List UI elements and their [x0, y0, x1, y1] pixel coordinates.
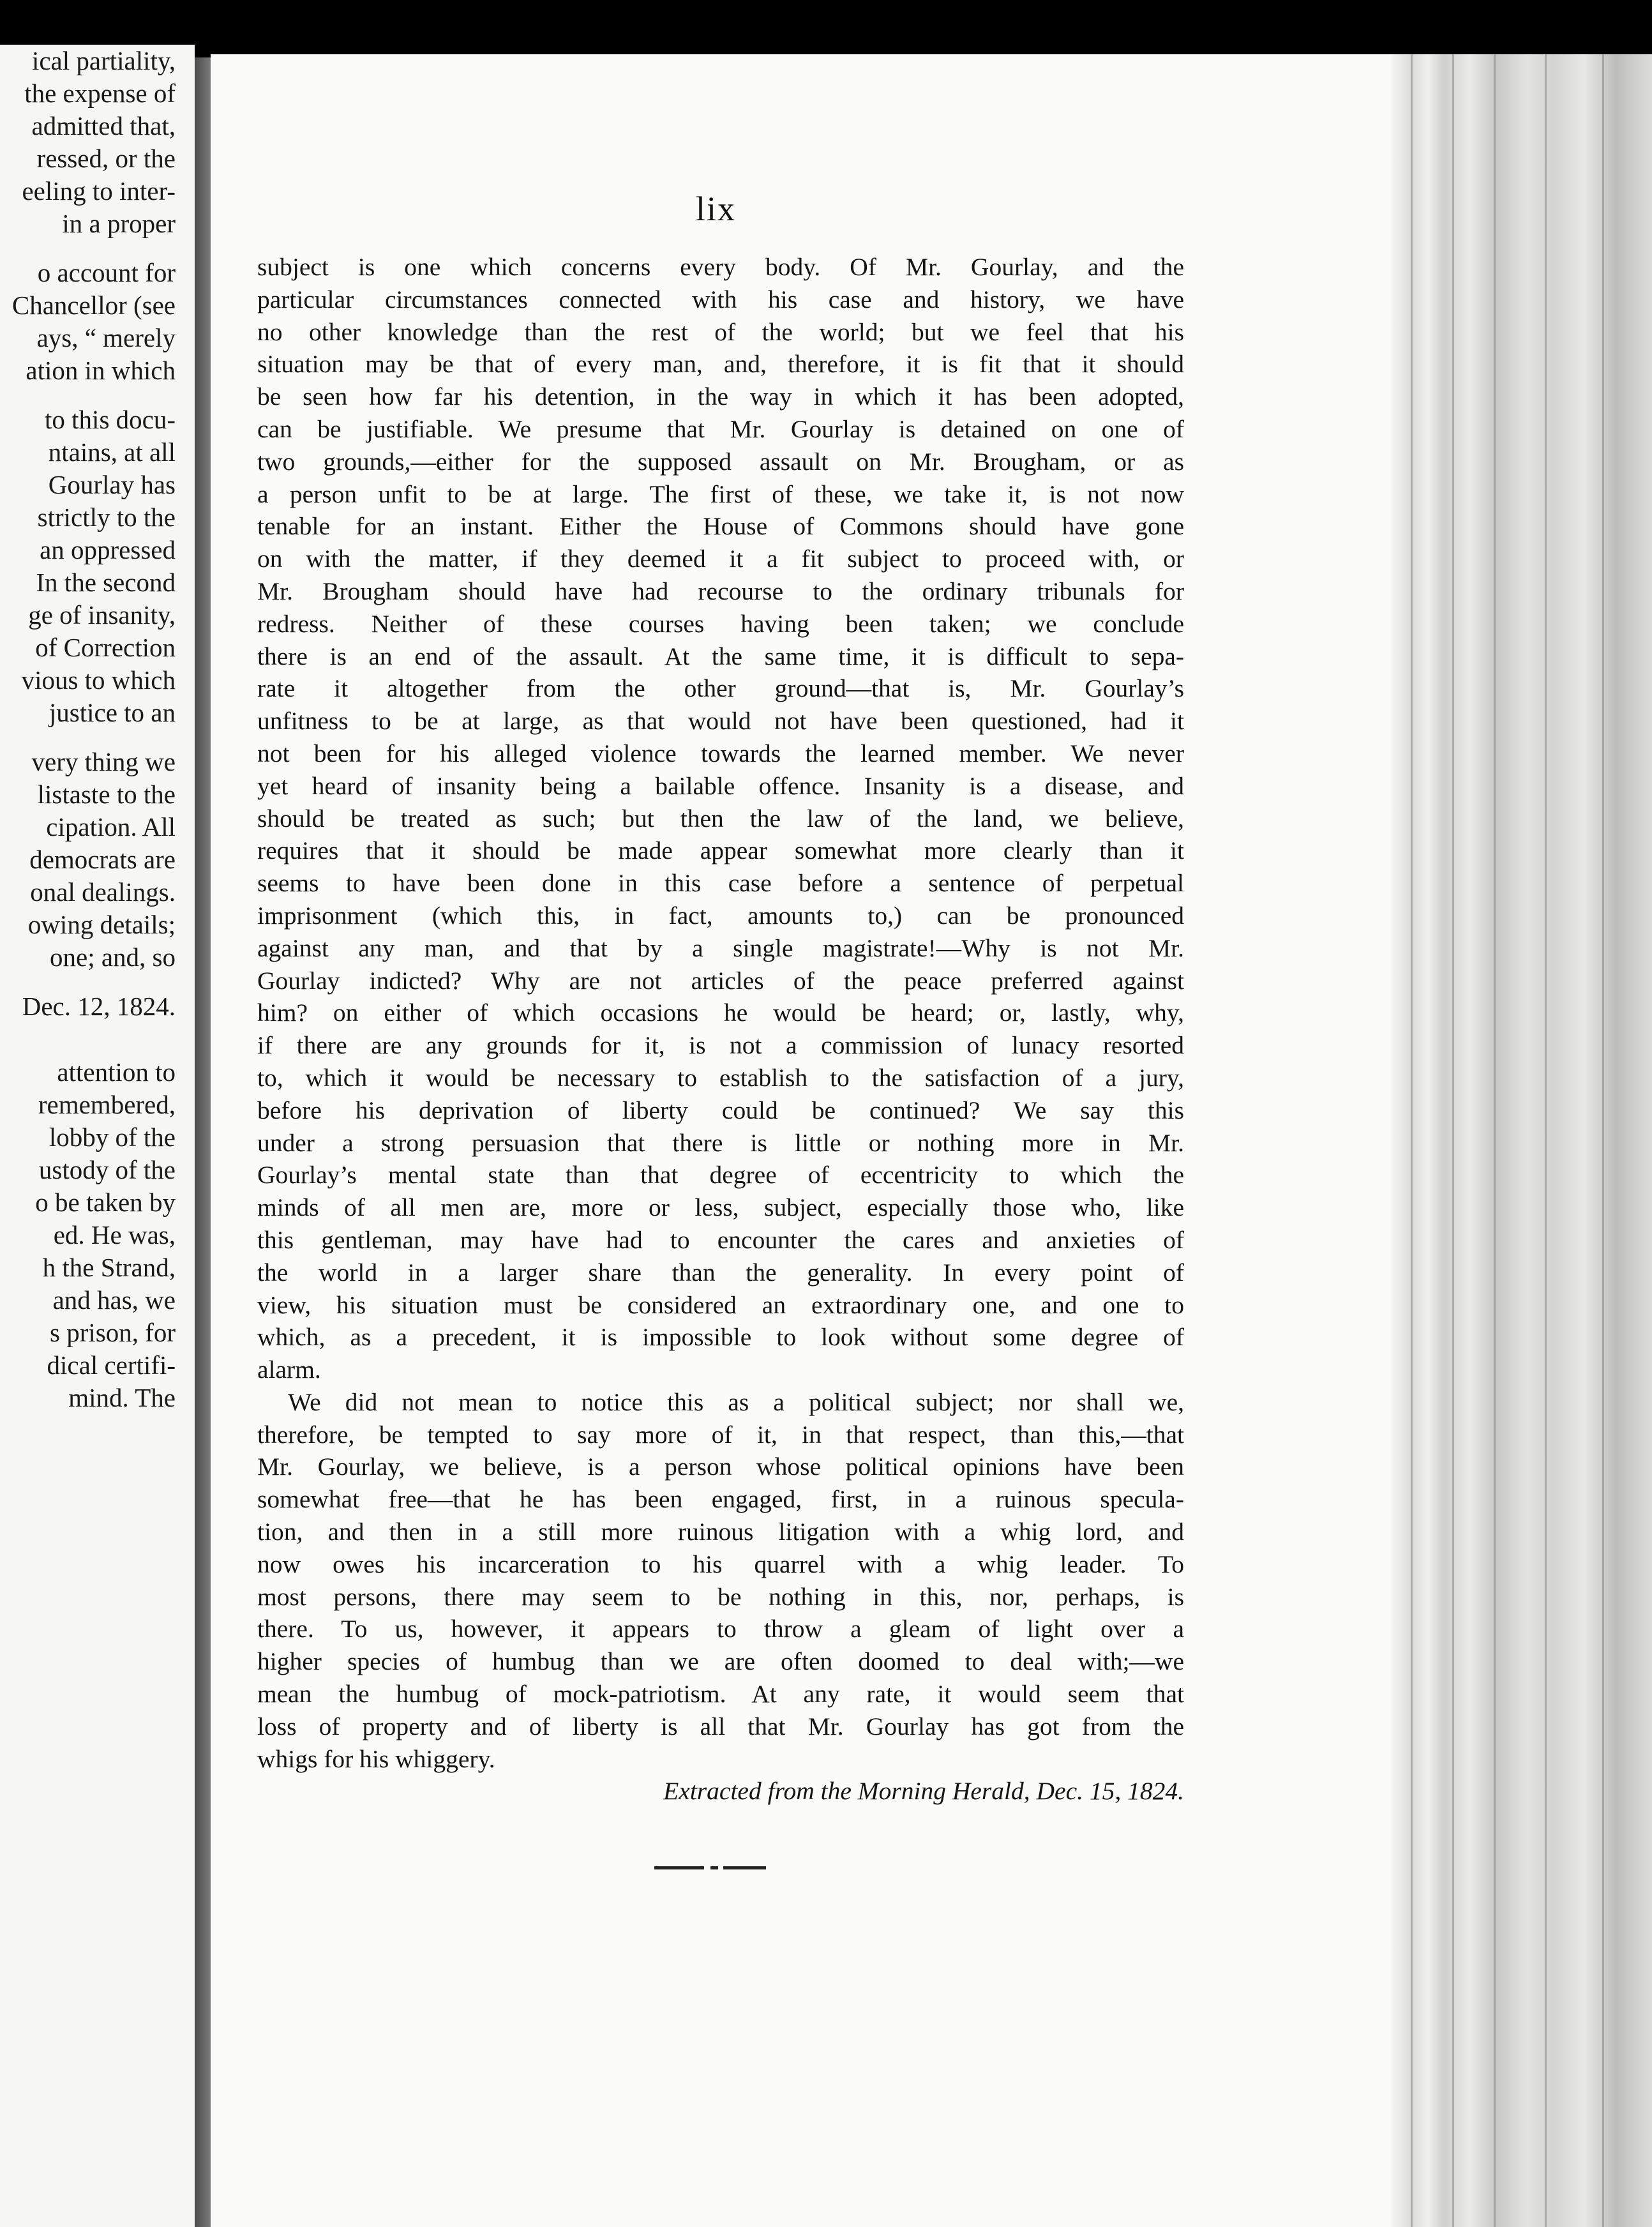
body-line: a person unfit to be at large. The first of these, we take it, is not now [257, 479, 1184, 508]
left-page-line: the expense of [24, 79, 176, 108]
left-page-line: cipation. All [46, 812, 176, 842]
left-page-line: an oppressed [40, 535, 176, 564]
body-line: redress. Neither of these courses having been taken; we conclude [257, 609, 1184, 638]
body-line: whigs for his whiggery. [257, 1744, 495, 1773]
left-page-line: owing details; [27, 910, 176, 939]
left-page-line: ation in which [26, 356, 176, 385]
left-page-line: justice to an [49, 698, 176, 727]
left-page-text [0, 45, 176, 1414]
closing-rule-ornament [654, 1866, 766, 1870]
left-page-line: in a proper [62, 209, 176, 238]
body-line: be seen how far his detention, in the way in which it has been adopted, [257, 382, 1184, 411]
body-line: unfitness to be at large, as that would not have been questioned, had it [257, 707, 1184, 736]
body-line: tion, and then in a still more ruinous litigation with a whig lord, and [257, 1518, 1184, 1546]
left-page-line: very thing we [31, 747, 176, 776]
left-page-line [0, 729, 176, 746]
left-page-line: s prison, for [49, 1318, 176, 1347]
body-line: requires that it should be made appear somewhat more clearly than it [257, 836, 1184, 865]
left-page-line: ressed, or the [36, 144, 176, 173]
body-line: situation may be that of every man, and, therefore, it is fit that it should [257, 350, 1184, 379]
body-line: yet heard of insanity being a bailable offence. Insanity is a disease, and [257, 771, 1184, 800]
left-page-line: one; and, so [50, 942, 176, 972]
page-edge-line [1411, 54, 1413, 2227]
body-line: him? on either of which occasions he would be heard; or, lastly, why, [257, 999, 1184, 1027]
left-page-line: and has, we [52, 1285, 176, 1315]
body-line: somewhat free—that he has been engaged, first, in a ruinous specula- [257, 1485, 1184, 1514]
body-line: mean the humbug of mock-patriotism. At any rate, it would seem that [257, 1680, 1184, 1709]
body-line: two grounds,—either for the supposed assault on Mr. Brougham, or as [257, 447, 1184, 476]
body-line: tenable for an instant. Either the House of Commons should have gone [257, 512, 1184, 541]
body-line: there is an end of the assault. At the same time, it is difficult to sepa- [257, 642, 1184, 670]
left-facing-page [0, 45, 195, 2227]
body-line: on with the matter, if they deemed it a fit subject to proceed with, or [257, 545, 1184, 573]
body-line: against any man, and that by a single magistrate!—Why is not Mr. [257, 933, 1184, 962]
left-page-line: Chancellor (see [11, 291, 176, 320]
source-byline: Extracted from the Morning Herald, Dec. 15, 1824. [663, 1777, 1184, 1806]
body-line: can be justifiable. We presume that Mr. Gourlay is detained on one of [257, 414, 1184, 443]
page-number: lix [696, 190, 737, 228]
left-page-line [0, 1023, 176, 1039]
body-line: which, as a precedent, it is impossible to look without some degree of [257, 1323, 1184, 1352]
body-line: before his deprivation of liberty could be continued? We say this [257, 1096, 1184, 1124]
left-page-line: vious to which [21, 665, 176, 695]
body-line: minds of all men are, more or less, subject, especially those who, like [257, 1193, 1184, 1222]
left-page-line: eeling to inter- [22, 176, 176, 206]
body-line: loss of property and of liberty is all that Mr. Gourlay has got from the [257, 1712, 1184, 1740]
body-line: to, which it would be necessary to establish to the satisfaction of a jury, [257, 1063, 1184, 1092]
body-line: the world in a larger share than the generality. In every point of [257, 1258, 1184, 1287]
body-line: Mr. Gourlay, we believe, is a person whose political opinions have been [257, 1453, 1184, 1481]
left-page-line: ustody of the [38, 1155, 176, 1184]
body-line: seems to have been done in this case before a sentence of perpetual [257, 869, 1184, 898]
left-page-line: to this docu- [45, 405, 176, 434]
left-page-line [0, 974, 176, 990]
body-line: alarm. [257, 1355, 321, 1384]
left-page-line: mind. The [68, 1383, 176, 1412]
body-line: Gourlay indicted? Why are not articles of the peace preferred against [257, 966, 1184, 995]
body-line: We did not mean to notice this as a political subject; nor shall we, [288, 1387, 1184, 1416]
page-edge-line [1452, 54, 1454, 2227]
left-page-line: h the Strand, [42, 1253, 176, 1282]
left-page-line: dical certifi- [47, 1350, 176, 1380]
left-page-line: In the second [36, 568, 176, 597]
left-page-line [0, 1039, 176, 1056]
body-line: not been for his alleged violence towards the learned member. We never [257, 739, 1184, 767]
left-page-line: lobby of the [49, 1122, 176, 1152]
left-page-line [0, 387, 176, 404]
body-line: no other knowledge than the rest of the world; but we feel that his [257, 317, 1184, 346]
body-line: most persons, there may seem to be nothing in this, nor, perhaps, is [257, 1582, 1184, 1611]
body-line: subject is one which concerns every body. Of Mr. Gourlay, and the [257, 253, 1184, 281]
left-page-line: democrats are [29, 845, 176, 874]
left-page-line: ical partiality, [31, 46, 176, 75]
left-page-line: remembered, [38, 1090, 176, 1119]
left-page-line [0, 240, 176, 257]
body-line: should be treated as such; but then the law of the land, we believe, [257, 804, 1184, 833]
body-line: imprisonment (which this, in fact, amounts to,) can be pronounced [257, 901, 1184, 930]
left-page-line: listaste to the [37, 780, 176, 809]
left-page-line: ntains, at all [48, 437, 176, 467]
body-line: this gentleman, may have had to encounter the cares and anxieties of [257, 1225, 1184, 1254]
body-line: if there are any grounds for it, is not a commission of lunacy resorted [257, 1031, 1184, 1060]
left-page-line: onal dealings. [30, 877, 176, 907]
body-line: Gourlay’s mental state than that degree of eccentricity to which the [257, 1161, 1184, 1189]
body-line: higher species of humbug than we are often doomed to deal with;—we [257, 1647, 1184, 1676]
left-page-line: attention to [57, 1057, 176, 1087]
body-line: there. To us, however, it appears to throw a gleam of light over a [257, 1615, 1184, 1643]
body-line: under a strong persuasion that there is little or nothing more in Mr. [257, 1128, 1184, 1157]
body-line: view, his situation must be considered an extraordinary one, and one to [257, 1290, 1184, 1319]
left-page-line: Gourlay has [48, 470, 176, 499]
article-body [257, 251, 1184, 1808]
left-page-line: ed. He was, [53, 1220, 176, 1249]
body-line: therefore, be tempted to say more of it, in that respect, than this,—that [257, 1420, 1184, 1449]
body-line: now owes his incarceration to his quarrel with a whig leader. To [257, 1550, 1184, 1578]
body-line: rate it altogether from the other ground—that is, Mr. Gourlay’s [257, 674, 1184, 703]
page-edges [1392, 54, 1652, 2227]
left-page-line: of Correction [35, 633, 176, 662]
page-edge-line [1602, 54, 1604, 2227]
left-page-line: ge of insanity, [28, 600, 176, 630]
page-edge-line [1494, 54, 1496, 2227]
left-page-line: o account for [37, 258, 176, 287]
left-page-line: o be taken by [35, 1188, 176, 1217]
body-line: Mr. Brougham should have had recourse to the ordinary tribunals for [257, 577, 1184, 605]
left-page-line: ays, “ merely [36, 323, 176, 352]
left-page-line: strictly to the [37, 502, 176, 532]
left-page-line: admitted that, [31, 111, 176, 140]
left-page-line: Dec. 12, 1824. [22, 992, 176, 1021]
page-edge-line [1545, 54, 1547, 2227]
body-line: particular circumstances connected with his case and history, we have [257, 285, 1184, 313]
